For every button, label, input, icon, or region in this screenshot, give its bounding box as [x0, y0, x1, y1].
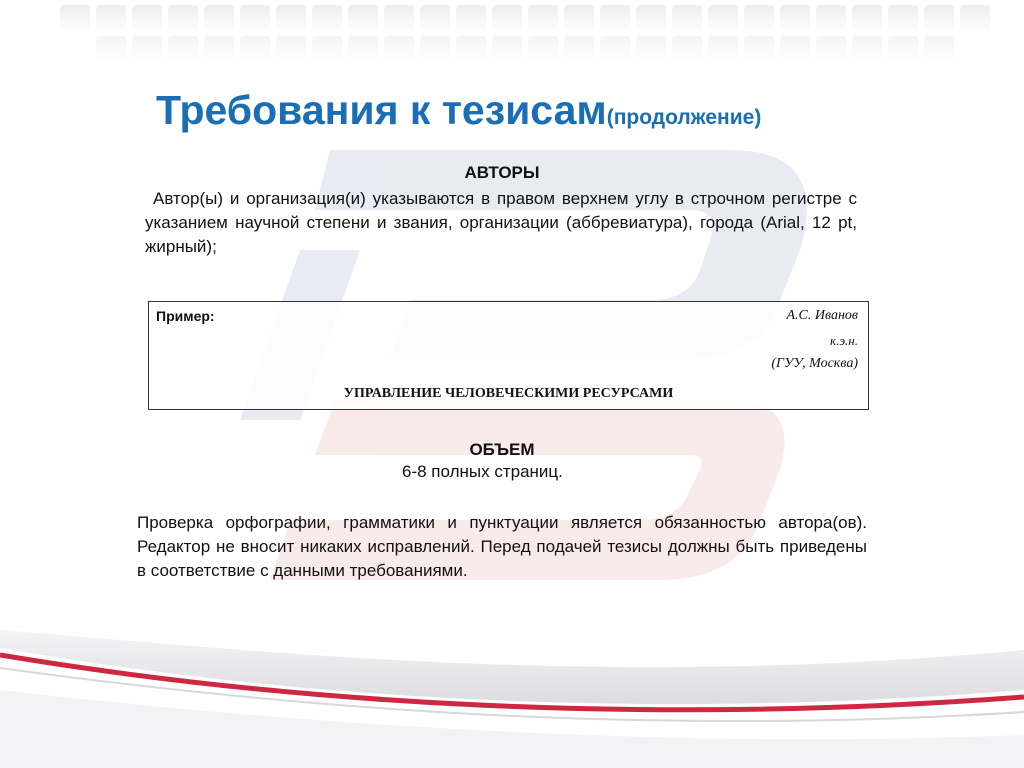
- bottom-swoosh: [0, 630, 1024, 768]
- slide-title-main: Требования к тезисам: [156, 87, 607, 133]
- example-label: Пример:: [156, 308, 215, 324]
- authors-description: Автор(ы) и организация(и) указываются в правом верхнем углу в строчном регистре с указанием научной степени и звания, организации (аббревиатура), города (Arial, 12 pt, жирный);: [145, 189, 857, 256]
- example-author: А.С. Иванов: [786, 308, 858, 323]
- volume-heading: ОБЪЕМ: [469, 440, 535, 459]
- example-org-city: (ГУУ, Москва): [771, 356, 858, 371]
- example-degree: к.э.н.: [829, 333, 858, 348]
- proofreading-note: Проверка орфографии, грамматики и пунктуации является обязанностью автора(ов). Редактор не вносит никаких исправлений. Перед подачей тезисы должны быть приведены в соответствие с данными требованиями.: [137, 513, 867, 580]
- example-paper-title: УПРАВЛЕНИЕ ЧЕЛОВЕЧЕСКИМИ РЕСУРСАМИ: [343, 386, 674, 401]
- authors-heading: АВТОРЫ: [464, 163, 540, 182]
- example-box: [148, 301, 869, 410]
- grid-pattern: [60, 5, 990, 62]
- slide-title: [156, 86, 761, 142]
- volume-text: 6-8 полных страниц.: [402, 462, 563, 481]
- slide-title-suffix: (продолжение): [606, 106, 762, 129]
